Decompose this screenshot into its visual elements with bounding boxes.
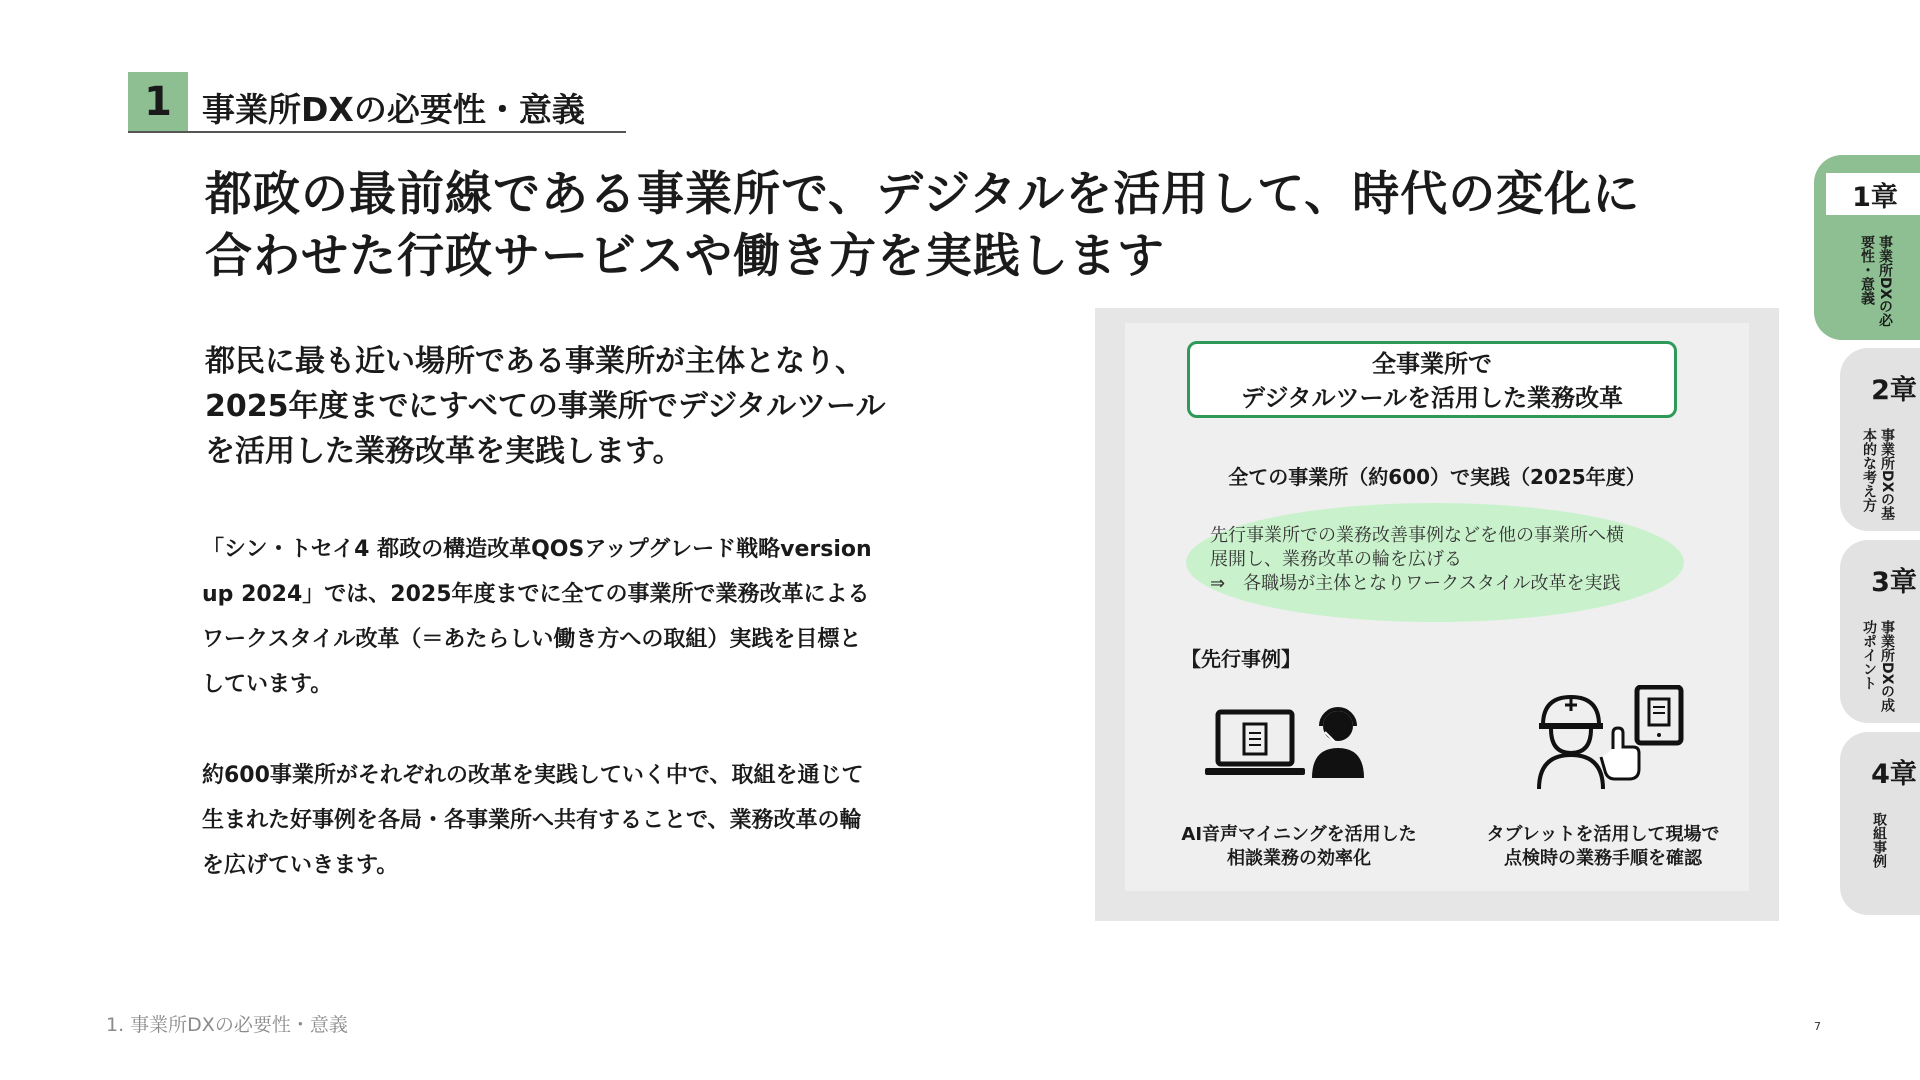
headline-line-2: 合わせた行政サービスや働き方を実践します: [205, 229, 1165, 284]
goal-box: [1187, 341, 1677, 418]
headline-line-1: 都政の最前線である事業所で、デジタルを活用して、時代の変化に: [205, 167, 1641, 222]
section-number-badge: 1: [128, 72, 188, 132]
tab-chapter-3[interactable]: [1840, 540, 1920, 723]
case-2-line-1: タブレットを活用して現場で: [1486, 824, 1720, 845]
paragraph1-line-1: 「シン・トセイ4 都政の構造改革QOSアップグレード戦略version: [202, 537, 872, 562]
paragraph1-line-2: up 2024」では、2025年度までに全ての事業所で業務改革による: [202, 582, 870, 607]
page-headline: [205, 164, 1765, 288]
case-2-caption: [1453, 823, 1753, 871]
paragraph2-line-3: を広げていきます。: [202, 853, 399, 878]
case-1-line-2: 相談業務の効率化: [1227, 848, 1371, 869]
lead-line-1: 都民に最も近い場所である事業所が主体となり、: [205, 344, 865, 379]
lead-line-3: を活用した業務改革を実践します。: [205, 434, 683, 469]
worker-tablet-icon: [1535, 685, 1685, 795]
goal-line-2: デジタルツールを活用した業務改革: [1240, 384, 1624, 412]
tab-chapter-4-label: 取組事例: [1871, 812, 1887, 868]
paragraph1-line-3: ワークスタイル改革（＝あたらしい働き方への取組）実践を目標と: [202, 627, 862, 652]
case-2-line-2: 点検時の業務手順を確認: [1504, 848, 1702, 869]
rollout-line-2: 展開し、業務改革の輪を広げる: [1210, 549, 1462, 570]
goal-line-1: 全事業所で: [1372, 350, 1492, 378]
page-number: 7: [1814, 1020, 1821, 1033]
case-1-caption: [1149, 823, 1449, 871]
lead-text: [205, 339, 965, 474]
cases-label: 【先行事例】: [1181, 647, 1301, 671]
laptop-operator-icon: [1200, 700, 1370, 790]
footer-breadcrumb: 1. 事業所DXの必要性・意義: [106, 1014, 348, 1036]
tab-chapter-1-number: 1章: [1826, 173, 1920, 215]
case-1-line-1: AI音声マイニングを活用した: [1181, 824, 1417, 845]
rollout-line-1: 先行事業所での業務改善事例などを他の事業所へ横: [1210, 525, 1624, 546]
rollout-text: [1210, 524, 1680, 596]
section-underline: [128, 131, 626, 133]
section-title: 事業所DXの必要性・意義: [202, 90, 585, 129]
tab-chapter-4-number: 4章: [1850, 750, 1920, 792]
paragraph2-line-1: 約600事業所がそれぞれの改革を実践していく中で、取組を通じて: [202, 763, 864, 788]
paragraph2-line-2: 生まれた好事例を各局・各事業所へ共有することで、業務改革の輪: [202, 808, 862, 833]
paragraph1-line-4: しています。: [202, 672, 333, 697]
body-paragraph-1: [202, 527, 1002, 707]
tab-chapter-2-number: 2章: [1850, 366, 1920, 408]
tab-chapter-3-label: 事業所DXの成功ポイント: [1861, 620, 1895, 713]
body-paragraph-2: [202, 753, 1002, 888]
tab-chapter-3-number: 3章: [1850, 558, 1920, 600]
tab-chapter-2[interactable]: [1840, 348, 1920, 531]
tab-chapter-2-label: 事業所DXの基本的な考え方: [1861, 428, 1895, 521]
tab-chapter-1[interactable]: [1814, 155, 1920, 340]
tab-chapter-4[interactable]: [1840, 732, 1920, 915]
lead-line-2: 2025年度までにすべての事業所でデジタルツール: [205, 389, 886, 424]
tab-chapter-1-label: 事業所DXの必要性・意義: [1859, 235, 1893, 328]
goal-subtitle: 全ての事業所（約600）で実践（2025年度）: [1228, 465, 1646, 489]
rollout-line-3: ⇒ 各職場が主体となりワークスタイル改革を実践: [1210, 573, 1621, 594]
